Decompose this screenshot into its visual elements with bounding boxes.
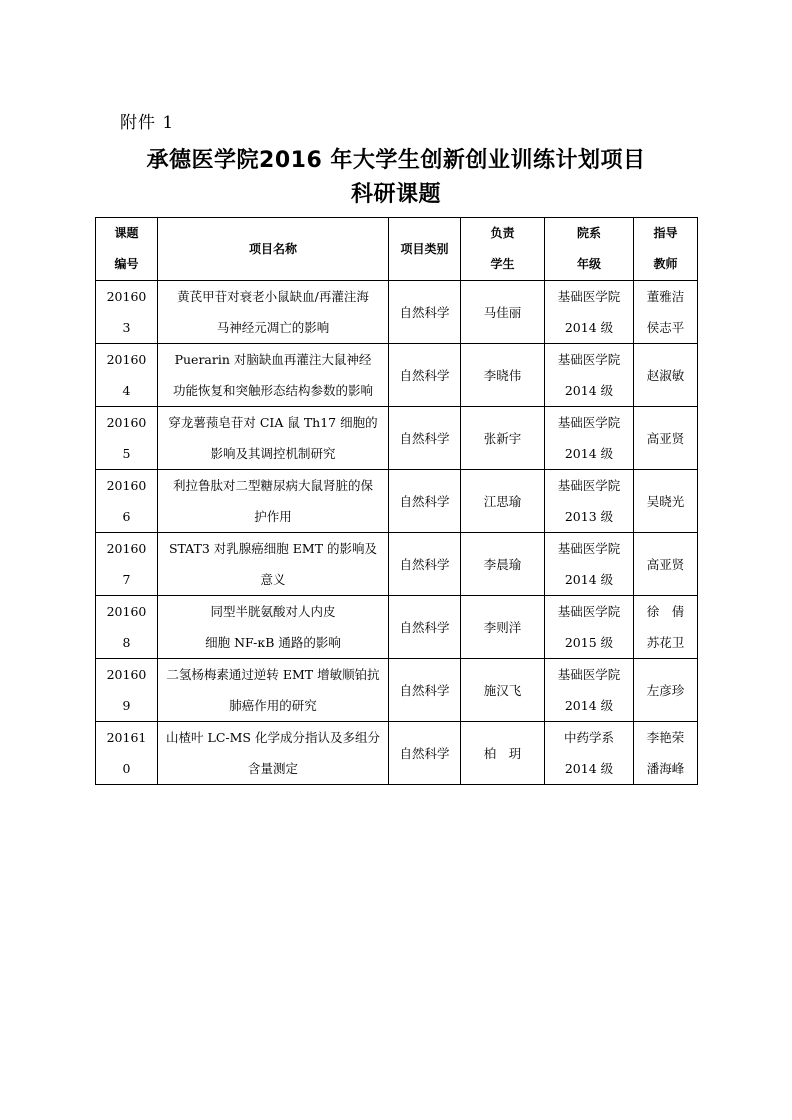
header-teacher [634, 218, 698, 281]
dept-line: 基础医学院 [557, 352, 621, 367]
cell-teacher [634, 596, 698, 659]
project-id-line: 6 [122, 509, 131, 524]
header-id-line: 编号 [114, 257, 139, 271]
project-name-line: 含量测定 [247, 761, 298, 776]
cell-student: 张新宇 [461, 407, 545, 470]
grade-line: 2015 级 [564, 635, 614, 650]
project-name-line: 影响及其调控机制研究 [210, 446, 336, 461]
header-teacher-line: 教师 [653, 257, 678, 271]
cell-teacher [634, 344, 698, 407]
cell-project-type: 自然科学 [389, 281, 461, 344]
table-row [96, 722, 698, 785]
project-id-line: 20160 [106, 478, 147, 493]
cell-project-name [158, 281, 389, 344]
project-id-line: 20160 [106, 604, 147, 619]
cell-project-id [96, 407, 158, 470]
cell-teacher [634, 281, 698, 344]
cell-project-name [158, 533, 389, 596]
project-table [95, 217, 698, 785]
cell-dept-grade [545, 722, 634, 785]
dept-line: 基础医学院 [557, 415, 621, 430]
cell-project-name [158, 722, 389, 785]
grade-line: 2014 级 [564, 320, 614, 335]
header-name: 项目名称 [158, 218, 389, 281]
dept-line: 中药学系 [563, 730, 614, 745]
grade-line: 2014 级 [564, 446, 614, 461]
header-student-line: 学生 [490, 257, 515, 271]
project-id-line: 20160 [106, 289, 147, 304]
project-name-line: 二氢杨梅素通过逆转 EMT 增敏顺铂抗 [166, 667, 380, 682]
project-id-line: 20160 [106, 667, 147, 682]
cell-project-name [158, 407, 389, 470]
grade-line: 2014 级 [564, 383, 614, 398]
cell-project-id [96, 533, 158, 596]
table-row [96, 407, 698, 470]
cell-student: 江思瑜 [461, 470, 545, 533]
project-name-line: 穿龙薯蓣皂苷对 CIA 鼠 Th17 细胞的 [168, 415, 378, 430]
cell-project-id [96, 281, 158, 344]
document-subtitle: 科研课题 [350, 182, 441, 207]
project-name-line: 功能恢复和突触形态结构参数的影响 [172, 383, 373, 398]
project-id-line: 5 [122, 446, 131, 461]
cell-project-type: 自然科学 [389, 344, 461, 407]
cell-project-type: 自然科学 [389, 407, 461, 470]
project-id-line: 20160 [106, 541, 147, 556]
grade-line: 2014 级 [564, 698, 614, 713]
teacher-line: 左彦珍 [646, 682, 685, 698]
project-name-line: 护作用 [254, 509, 292, 524]
header-teacher-line: 指导 [653, 226, 678, 240]
dept-line: 基础医学院 [557, 667, 621, 682]
dept-line: 基础医学院 [557, 604, 621, 619]
table-row [96, 533, 698, 596]
dept-line: 基础医学院 [557, 478, 621, 493]
grade-line: 2013 级 [564, 509, 614, 524]
cell-project-type: 自然科学 [389, 659, 461, 722]
table-row [96, 344, 698, 407]
cell-project-name [158, 659, 389, 722]
teacher-line: 徐 倩 [646, 604, 685, 619]
cell-project-id [96, 659, 158, 722]
cell-dept-grade [545, 659, 634, 722]
teacher-line: 潘海峰 [646, 761, 685, 776]
project-name-line: 同型半胱氨酸对人内皮 [210, 604, 336, 619]
header-type: 项目类别 [389, 218, 461, 281]
cell-teacher [634, 470, 698, 533]
table-row [96, 470, 698, 533]
header-student [461, 218, 545, 281]
cell-project-id [96, 596, 158, 659]
cell-teacher [634, 407, 698, 470]
cell-student: 马佳丽 [461, 281, 545, 344]
table-body [96, 281, 698, 785]
cell-project-name [158, 596, 389, 659]
cell-dept-grade [545, 533, 634, 596]
header-student-line: 负责 [490, 226, 515, 240]
project-id-line: 20160 [106, 352, 147, 367]
project-name-line: 黄芪甲苷对衰老小鼠缺血/再灌注海 [177, 289, 369, 304]
dept-line: 基础医学院 [557, 289, 621, 304]
project-name-line: 细胞 NF-κB 通路的影响 [205, 635, 341, 650]
dept-line: 基础医学院 [557, 541, 621, 556]
project-name-line: Puerarin 对脑缺血再灌注大鼠神经 [174, 352, 372, 367]
grade-line: 2014 级 [564, 761, 614, 776]
project-name-line: 肺癌作用的研究 [229, 698, 317, 713]
project-id-line: 20161 [106, 730, 147, 745]
cell-project-id [96, 470, 158, 533]
cell-student: 李晨瑜 [461, 533, 545, 596]
document-title: 承德医学院2016 年大学生创新创业训练计划项目 [146, 148, 646, 173]
project-name-line: 意义 [260, 572, 286, 587]
project-id-line: 3 [122, 320, 131, 335]
teacher-line: 侯志平 [646, 320, 685, 335]
project-id-line: 20160 [106, 415, 147, 430]
teacher-line: 苏花卫 [646, 635, 685, 650]
teacher-line: 高亚贤 [646, 556, 685, 572]
cell-project-id [96, 344, 158, 407]
project-id-line: 8 [122, 635, 131, 650]
project-name-line: 马神经元凋亡的影响 [216, 320, 330, 335]
cell-project-type: 自然科学 [389, 470, 461, 533]
grade-line: 2014 级 [564, 572, 614, 587]
cell-project-type: 自然科学 [389, 722, 461, 785]
attachment-label: 附件 1 [120, 113, 175, 133]
cell-teacher [634, 722, 698, 785]
project-id-line: 4 [122, 383, 131, 398]
teacher-line: 李艳荣 [646, 730, 685, 745]
header-dept-line: 年级 [576, 257, 601, 271]
header-dept [545, 218, 634, 281]
header-row [96, 218, 698, 281]
project-name-line: STAT3 对乳腺癌细胞 EMT 的影响及 [168, 541, 378, 556]
cell-dept-grade [545, 281, 634, 344]
cell-student: 李则洋 [461, 596, 545, 659]
cell-student: 李晓伟 [461, 344, 545, 407]
cell-project-id [96, 722, 158, 785]
table-row [96, 281, 698, 344]
teacher-line: 董雅洁 [646, 289, 685, 304]
header-id-line: 课题 [114, 226, 139, 240]
project-name-line: 山楂叶 LC-MS 化学成分指认及多组分 [166, 730, 380, 745]
cell-student: 柏 玥 [461, 722, 545, 785]
teacher-line: 吴晓光 [646, 493, 685, 509]
cell-project-type: 自然科学 [389, 596, 461, 659]
teacher-line: 赵淑敏 [646, 367, 685, 383]
cell-teacher [634, 533, 698, 596]
project-id-line: 7 [122, 572, 131, 587]
header-dept-line: 院系 [576, 226, 601, 240]
cell-project-name [158, 470, 389, 533]
cell-dept-grade [545, 470, 634, 533]
cell-dept-grade [545, 596, 634, 659]
teacher-line: 高亚贤 [646, 430, 685, 446]
project-id-line: 0 [122, 761, 131, 776]
table-row [96, 596, 698, 659]
cell-teacher [634, 659, 698, 722]
header-id [96, 218, 158, 281]
project-id-line: 9 [122, 698, 131, 713]
table-row [96, 659, 698, 722]
cell-dept-grade [545, 407, 634, 470]
cell-dept-grade [545, 344, 634, 407]
project-name-line: 利拉鲁肽对二型糖尿病大鼠肾脏的保 [172, 478, 373, 493]
cell-project-name [158, 344, 389, 407]
cell-student: 施汉飞 [461, 659, 545, 722]
cell-project-type: 自然科学 [389, 533, 461, 596]
